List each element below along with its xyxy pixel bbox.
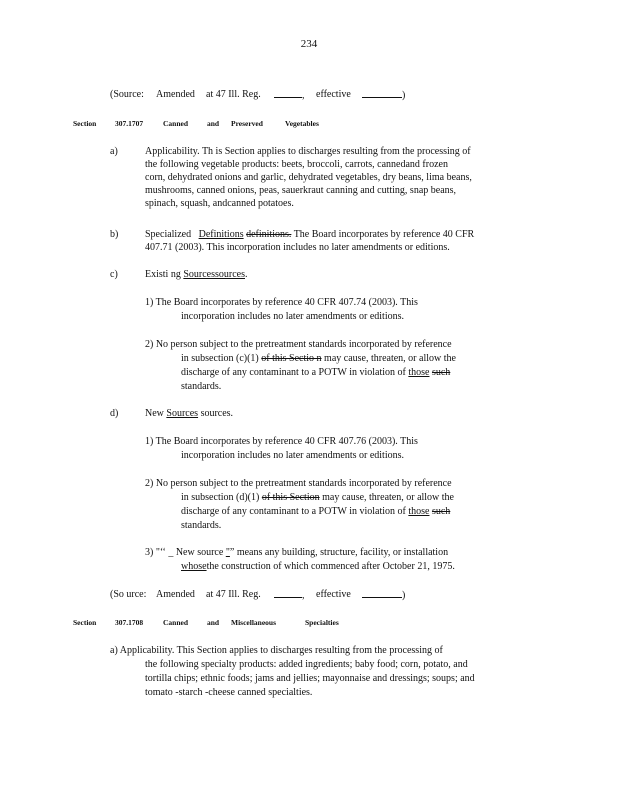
subsection-letter: b) xyxy=(110,229,119,240)
paragraph-line: standards. xyxy=(181,381,222,392)
paragraph-line: incorporation includes no later amendments or editions. xyxy=(181,450,404,461)
deleted-text: such xyxy=(431,506,451,517)
paragraph-line: 407.71 (2003). This incorporation includes no later amendments or editions. xyxy=(145,242,450,253)
paragraph-line: the following vegetable products: beets, broccoli, carrots, cannedand frozen xyxy=(145,159,448,170)
inserted-text: " xyxy=(225,547,230,558)
section-heading: Section 307.1707 Canned and Preserved Vegetables xyxy=(73,119,319,128)
paragraph-line: New Sources sources. xyxy=(145,408,234,419)
inserted-text: Definitions xyxy=(198,229,244,240)
paragraph-line: discharge of any contaminant to a POTW in violation of those such xyxy=(181,367,451,378)
inserted-text: those xyxy=(408,367,430,378)
source-note: (Source: Amended at 47 Ill. Reg. , effective ) xyxy=(110,89,406,101)
paragraph-line: 1) The Board incorporates by reference 40 CFR 407.76 (2003). This xyxy=(145,436,418,447)
deleted-text: such xyxy=(431,367,451,378)
source-note: (So urce: Amended at 47 Ill. Reg. , effective ) xyxy=(110,589,406,601)
paragraph-line: 1) The Board incorporates by reference 40 CFR 407.74 (2003). This xyxy=(145,297,418,308)
paragraph-line: whosethe construction of which commenced after October 21, 1975. xyxy=(181,561,455,572)
deleted-text: of this Section xyxy=(261,492,320,503)
paragraph-line: incorporation includes no later amendments or editions. xyxy=(181,311,404,322)
subsection-letter: d) xyxy=(110,408,119,419)
paragraph-line: tomato -starch -cheese canned specialties. xyxy=(145,687,313,698)
paragraph-line: corn, dehydrated onions and garlic, dehydrated vegetables, dry beans, lima beans, xyxy=(145,172,472,183)
paragraph-line: Applicability. Th is Section applies to discharges resulting from the processing of xyxy=(145,146,471,157)
section-heading: Section 307.1708 Canned and Miscellaneous Specialties xyxy=(73,618,339,627)
paragraph-line: the following specialty products: added ingredients; baby food; corn, potato, and xyxy=(145,659,468,670)
paragraph-line: in subsection (d)(1) of this Section may cause, threaten, or allow the xyxy=(181,492,454,503)
paragraph-line: Existi ng Sourcessources. xyxy=(145,269,248,280)
subsection-letter: a) xyxy=(110,146,118,157)
deleted-text: of this Sectio n xyxy=(261,353,322,364)
inserted-text: whose xyxy=(181,561,207,572)
paragraph-line: standards. xyxy=(181,520,222,531)
paragraph-line: discharge of any contaminant to a POTW in violation of those such xyxy=(181,506,451,517)
paragraph-line: 2) No person subject to the pretreatment standards incorporated by reference xyxy=(145,339,452,350)
page-number: 234 xyxy=(300,38,318,50)
paragraph-line: tortilla chips; ethnic foods; jams and jellies; mayonnaise and dressings; soups; and xyxy=(145,673,475,684)
paragraph-line: a) Applicability. This Section applies to discharges resulting from the processing of xyxy=(110,645,443,656)
deleted-text: definitions. xyxy=(246,229,292,240)
inserted-text: those xyxy=(408,506,430,517)
paragraph-line: Specialized Definitions definitions. The Board incorporates by reference 40 CFR xyxy=(145,229,475,240)
paragraph-line: in subsection (c)(1) of this Sectio n may cause, threaten, or allow the xyxy=(181,353,456,364)
paragraph-line: mushrooms, canned onions, peas, sauerkraut canning and cutting, snap beans, xyxy=(145,185,457,196)
paragraph-line: 3) "‘‘ _ New source "” means any building, structure, facility, or installation xyxy=(145,547,449,558)
inserted-text: Sourcessources xyxy=(183,269,245,280)
subsection-letter: c) xyxy=(110,269,118,280)
paragraph-line: spinach, squash, andcanned potatoes. xyxy=(145,198,294,209)
inserted-text: Sources xyxy=(166,408,199,419)
paragraph-line: 2) No person subject to the pretreatment standards incorporated by reference xyxy=(145,478,452,489)
